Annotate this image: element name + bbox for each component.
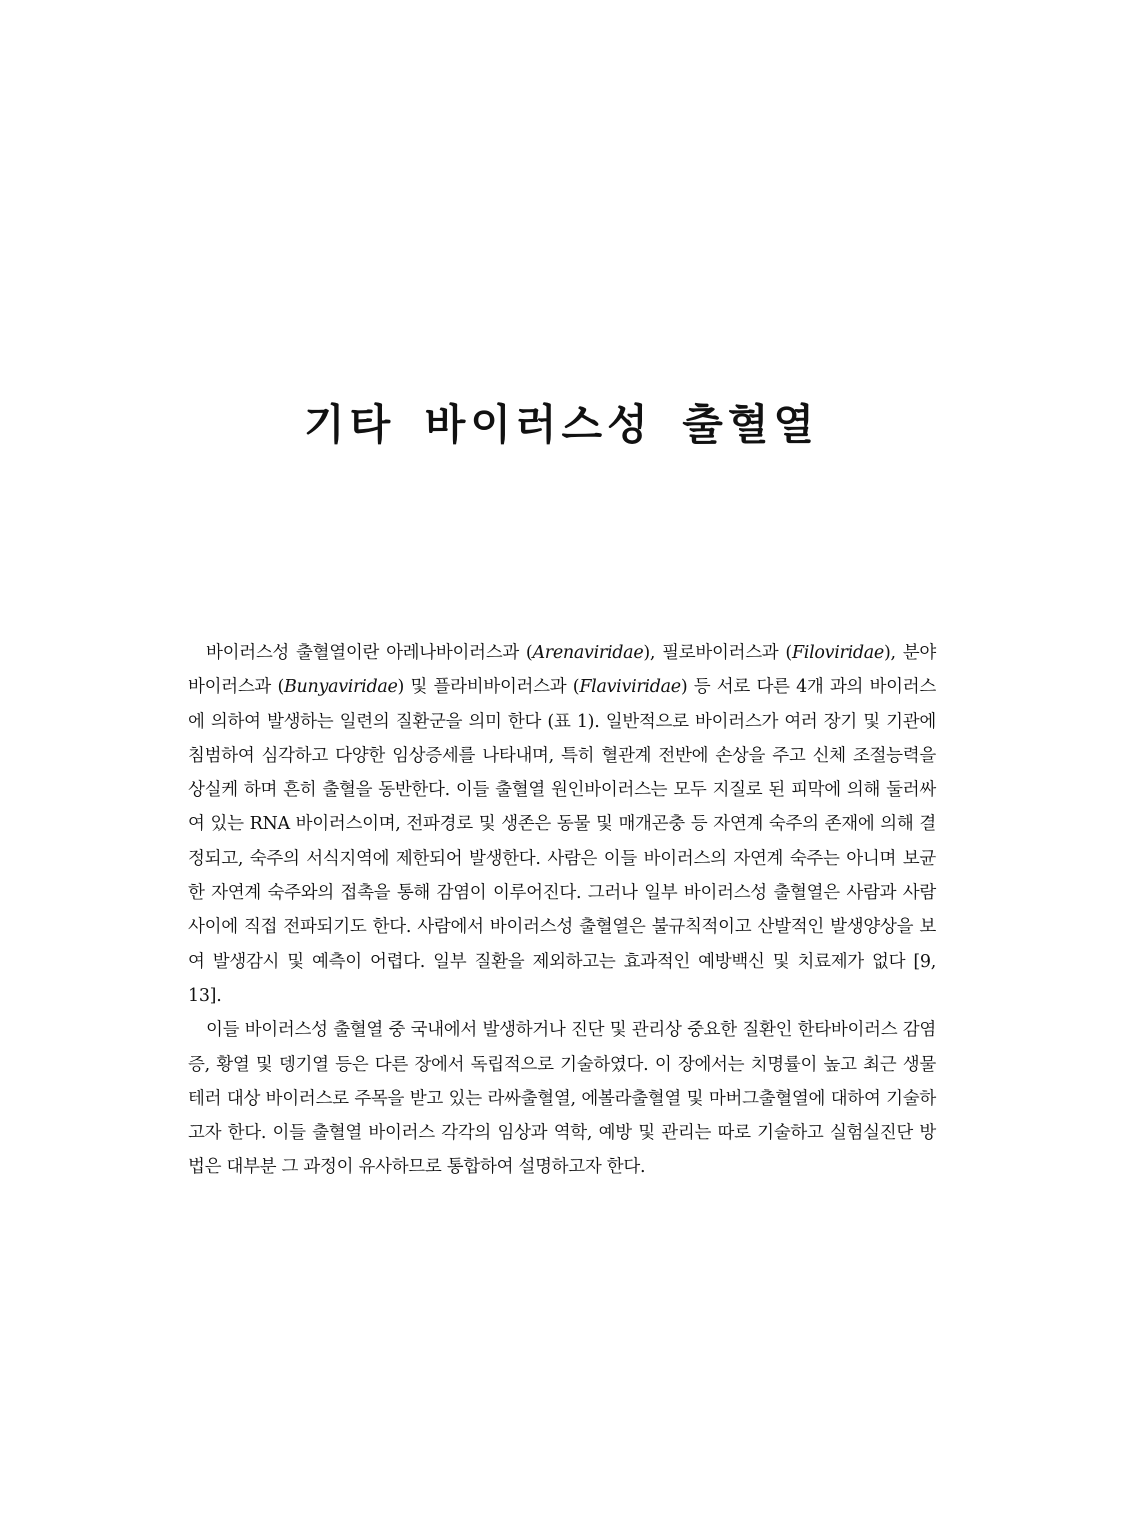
text-run: ), 분야바이러스과 ( [188, 643, 936, 698]
taxon-name: Flaviviridae [579, 677, 681, 698]
taxon-name: Arenaviridae [532, 643, 644, 663]
text-run: ), 필로바이러스과 ( [643, 643, 792, 663]
text-run: ) 및 플라비바이러스과 ( [397, 677, 580, 698]
text-run: ) 등 서로 다른 4개 과의 바이러스에 의하여 발생하는 일련의 질환군을 의미 한다 (표 1). 일반적으로 바이러스가 여러 장기 및 기관에 침범하여 심각하고 다양한 임상증세를 나타내며, 특히 혈관계 전반에 손상을 주고 신체 조절능력을 상실케 하며 흔히 출혈을 동반한다. 이들 출혈열 원인바이러스는 모두 지질로 된 피막에 의해 둘러싸여 있는 RNA 바이러스이며, 전파경로 및 생존은 동물 및 매개곤충 등 자연계 숙주의 존재에 의해 결정되고, 숙주의 서식지역에 제한되어 발생한다. 사람은 이들 바이러스의 자연계 숙주는 아니며 보균한 자연계 숙주와의 접촉을 통해 감염이 이루어진다. 그러나 일부 바이러스성 출혈열은 사람과 사람사이에 직접 전파되기도 한다. 사람에서 바이러스성 출혈열은 불규칙적이고 산발적인 발생양상을 보여 발생감시 및 예측이 어렵다. 일부 질환을 제외하고는 효과적인 예방백신 및 치료제가 없다 [9, 13]. [188, 677, 936, 1006]
paragraph-1 [188, 636, 936, 1013]
page-title: 기타 바이러스성 출혈열 [304, 400, 819, 449]
body-text [188, 636, 936, 1185]
taxon-name: Bunyaviridae [283, 677, 398, 698]
taxon-name: Filoviridae [791, 643, 884, 663]
paragraph-2: 이들 바이러스성 출혈열 중 국내에서 발생하거나 진단 및 관리상 중요한 질환인 한타바이러스 감염증, 황열 및 뎅기열 등은 다른 장에서 독립적으로 기술하였다. 이 장에서는 치명률이 높고 최근 생물테러 대상 바이러스로 주목을 받고 있는 라싸출혈열, 에볼라출혈열 및 마버그출혈열에 대하여 기술하고자 한다. 이들 출혈열 바이러스 각각의 임상과 역학, 예방 및 관리는 따로 기술하고 실험실진단 방법은 대부분 그 과정이 유사하므로 통합하여 설명하고자 한다. [188, 1020, 936, 1178]
text-run: 바이러스성 출혈열이란 아레나바이러스과 ( [206, 643, 533, 663]
